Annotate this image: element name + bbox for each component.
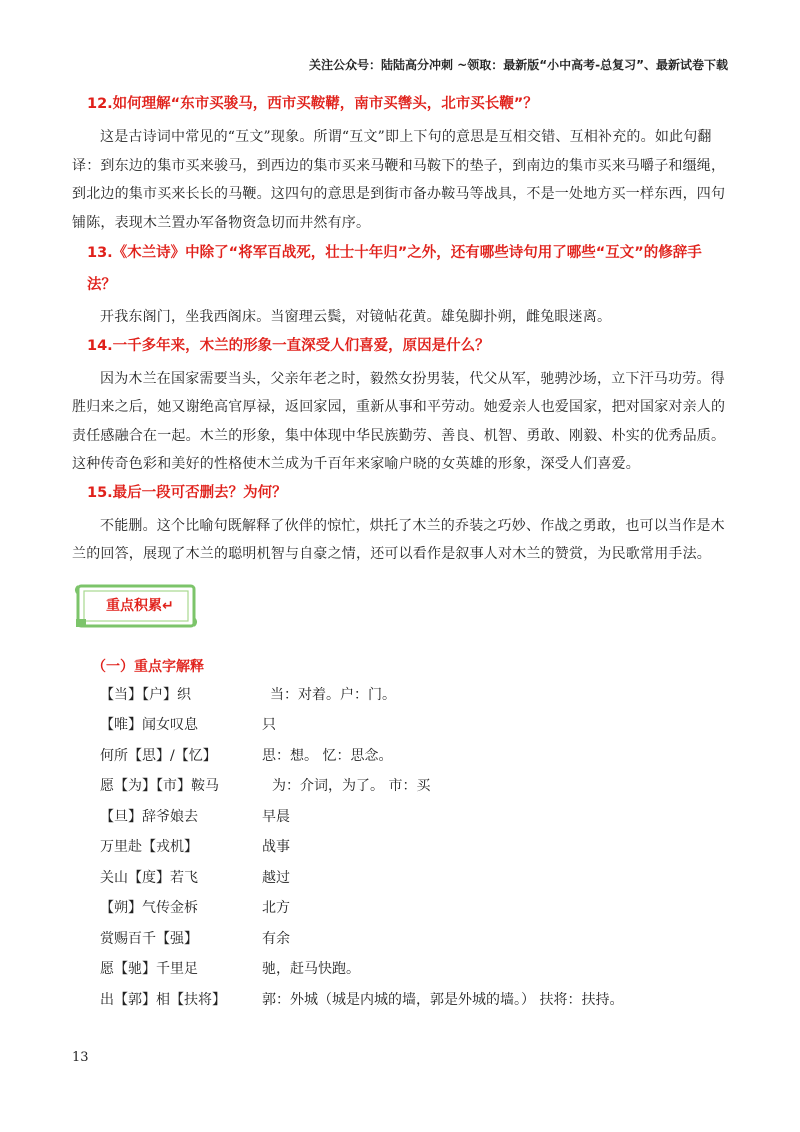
vocab-term: 赏赐百千【强】 bbox=[100, 930, 198, 947]
document-body bbox=[72, 94, 728, 1020]
vocab-row bbox=[72, 898, 728, 929]
vocab-term: 关山【度】若飞 bbox=[100, 869, 198, 886]
vocab-row bbox=[72, 959, 728, 990]
key-points-banner bbox=[74, 583, 198, 629]
vocab-definition: 战事 bbox=[262, 839, 290, 855]
vocab-term: 愿【驰】千里足 bbox=[100, 961, 198, 977]
vocab-term: 愿【为】【市】鞍马 bbox=[100, 778, 219, 794]
vocab-definition: 北方 bbox=[262, 900, 290, 916]
page-header: 关注公众号：陆陆高分冲刺 ~领取：最新版“小中高考-总复习”、最新试卷下载 bbox=[309, 58, 728, 72]
vocab-row bbox=[72, 929, 728, 960]
section-title: （一）重点字解释 bbox=[92, 658, 204, 675]
vocab-term: 万里赴【戎机】 bbox=[100, 839, 198, 855]
vocab-term: 【朔】气传金柝 bbox=[100, 900, 198, 916]
vocab-row bbox=[72, 807, 728, 838]
vocab-definition: 早晨 bbox=[262, 808, 290, 825]
vocab-definition: 为：介词，为了。 市：买 bbox=[272, 778, 431, 794]
vocab-term: 【当】【户】织 bbox=[100, 686, 191, 703]
vocab-term: 出【郭】相【扶将】 bbox=[100, 991, 226, 1008]
vocab-definition: 思：想。 忆：思念。 bbox=[262, 747, 393, 764]
vocab-term: 何所【思】/【忆】 bbox=[100, 747, 217, 764]
vocab-definition: 有余 bbox=[262, 930, 290, 947]
vocab-row bbox=[72, 868, 728, 899]
vocab-term: 【旦】辞爷娘去 bbox=[100, 808, 198, 825]
question-12: 12.如何理解“东市买骏马，西市买鞍鞯，南市买辔头，北市买长鞭”？ bbox=[87, 96, 538, 112]
vocab-definition: 郭：外城（城是内城的墙，郭是外城的墙。） 扶将：扶持。 bbox=[262, 991, 624, 1008]
vocab-row bbox=[72, 746, 728, 777]
answer-12: 这是古诗词中常见的“互文”现象。所谓“互文”即上下句的意思是互相交错、互相补充的。如此句翻译：到东边的集市买来骏马，到西边的集市买来马鞭和马鞍下的垫子，到南边的集市买来马嚼子和缰绳，到北边的集市买来长长的马鞭。这四句的意思是到街市备办鞍马等战具，不是一处地方买一样东西，四句铺陈，表现木兰置办军备物资急切而井然有序。 bbox=[72, 129, 726, 231]
vocab-row bbox=[72, 685, 728, 716]
answer-14: 因为木兰在国家需要当头，父亲年老之时，毅然女扮男装，代父从军，驰骋沙场，立下汗马功劳。得胜归来之后，她又谢绝高官厚禄，返回家园，重新从事和平劳动。她爱亲人也爱国家，把对国家对亲人的责任感融合在一起。木兰的形象，集中体现中华民族勤劳、善良、机智、勇敢、刚毅、朴实的优秀品质。这种传奇色彩和美好的性格使木兰成为千百年来家喻户晓的女英雄的形象，深受人们喜爱。 bbox=[72, 370, 726, 472]
vocab-definition: 驰，赶马快跑。 bbox=[262, 961, 360, 977]
vocab-definition: 越过 bbox=[262, 869, 290, 886]
vocab-row bbox=[72, 776, 728, 807]
vocab-row bbox=[72, 715, 728, 746]
question-15: 15.最后一段可否删去？为何？ bbox=[87, 484, 287, 501]
vocab-row bbox=[72, 837, 728, 868]
question-14: 14.一千多年来，木兰的形象一直深受人们喜爱，原因是什么？ bbox=[87, 337, 490, 354]
vocab-row bbox=[72, 990, 728, 1021]
answer-15: 不能删。这个比喻句既解释了伙伴的惊忙，烘托了木兰的乔装之巧妙、作战之勇敢，也可以当作是木兰的回答，展现了木兰的聪明机智与自豪之情，还可以看作是叙事人对木兰的赞赏，为民歌常用手法。 bbox=[72, 517, 725, 562]
question-13: 13.《木兰诗》中除了“将军百战死，壮士十年归”之外，还有哪些诗句用了哪些“互文”的修辞手法？ bbox=[87, 245, 702, 293]
vocab-definition: 当：对着。户：门。 bbox=[270, 686, 396, 703]
banner-label: 重点积累↵ bbox=[106, 597, 174, 614]
vocab-definition: 只 bbox=[262, 717, 276, 733]
vocab-term: 【唯】闻女叹息 bbox=[100, 717, 198, 733]
page-number: 13 bbox=[72, 1050, 89, 1065]
answer-13: 开我东阁门，坐我西阁床。当窗理云鬓，对镜帖花黄。雄兔脚扑朔，雌兔眼迷离。 bbox=[100, 309, 612, 325]
